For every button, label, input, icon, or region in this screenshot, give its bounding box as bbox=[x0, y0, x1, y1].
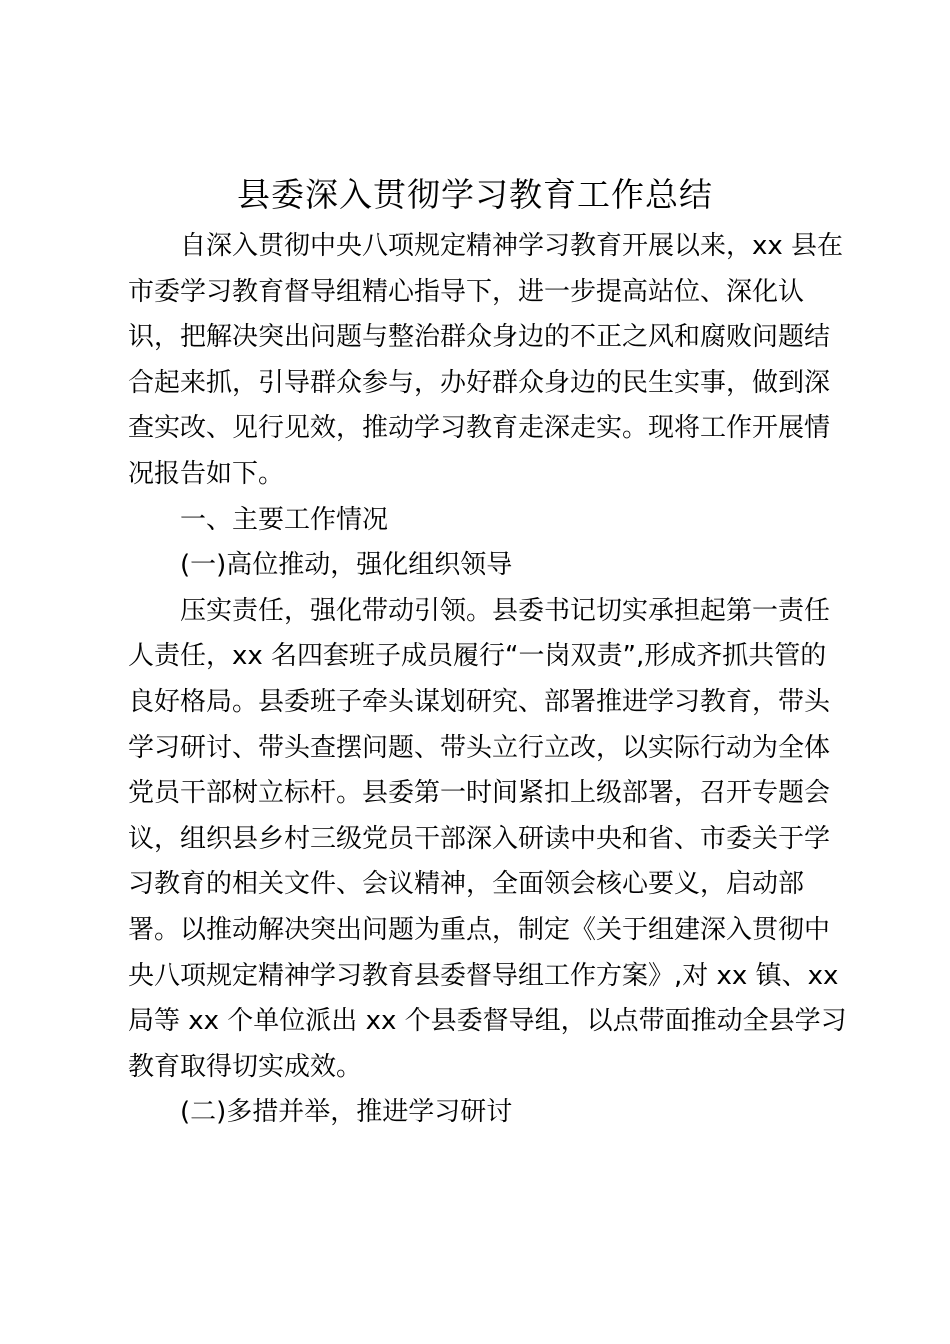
paragraph-line: 合起来抓，引导群众参与，办好群众身边的民生实事，做到深 bbox=[128, 367, 831, 398]
paragraph-line: 议，组织县乡村三级党员干部深入研读中央和省、市委关于学 bbox=[128, 823, 831, 854]
section-heading: 一、主要工作情况 bbox=[180, 504, 389, 535]
paragraph-line: 习教育的相关文件、会议精神，全面领会核心要义，启动部 bbox=[128, 869, 805, 900]
document-title: 县委深入贯彻学习教育工作总结 bbox=[237, 175, 713, 214]
document-body bbox=[128, 224, 847, 1136]
subsection-heading: (二)多措并举，推进学习研讨 bbox=[180, 1097, 513, 1128]
paragraph-line: 自深入贯彻中央八项规定精神学习教育开展以来，xx 县在 bbox=[180, 231, 844, 261]
paragraph-line: 央八项规定精神学习教育县委督导组工作方案》,对 xx 镇、xx bbox=[128, 960, 839, 991]
paragraph-line: 局等 xx 个单位派出 xx 个县委督导组，以点带面推动全县学习 bbox=[128, 1006, 847, 1037]
paragraph-line: 市委学习教育督导组精心指导下，进一步提高站位、深化认 bbox=[128, 276, 805, 307]
paragraph-line: 署。以推动解决突出问题为重点，制定《关于组建深入贯彻中 bbox=[128, 914, 831, 945]
paragraph-line: 人责任，xx 名四套班子成员履行“一岗双责”,形成齐抓共管的 bbox=[128, 641, 827, 672]
paragraph-line: 压实责任，强化带动引领。县委书记切实承担起第一责任 bbox=[180, 595, 831, 626]
paragraph-line: 识，把解决突出问题与整治群众身边的不正之风和腐败问题结 bbox=[128, 322, 831, 353]
paragraph-line: 学习研讨、带头查摆问题、带头立行立改，以实际行动为全体 bbox=[128, 732, 831, 763]
paragraph-line: 况报告如下。 bbox=[128, 458, 285, 489]
paragraph-line: 教育取得切实成效。 bbox=[128, 1051, 363, 1082]
paragraph-line: 党员干部树立标杆。县委第一时间紧扣上级部署，召开专题会 bbox=[128, 778, 831, 809]
subsection-heading: (一)高位推动，强化组织领导 bbox=[180, 550, 513, 581]
paragraph-line: 良好格局。县委班子牵头谋划研究、部署推进学习教育，带头 bbox=[128, 686, 831, 717]
paragraph-line: 查实改、见行见效，推动学习教育走深走实。现将工作开展情 bbox=[128, 413, 831, 444]
